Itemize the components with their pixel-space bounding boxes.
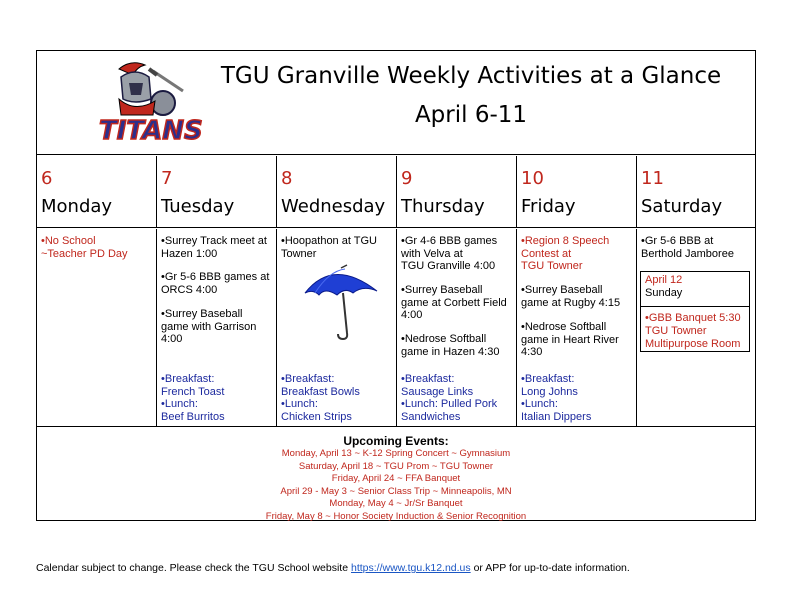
titans-logo xyxy=(79,59,219,151)
upcoming-event: Friday, April 24 ~ FFA Banquet xyxy=(331,473,461,485)
wednesday-activities xyxy=(277,229,397,426)
day-number: 10 xyxy=(521,168,544,189)
meal-menu: •Breakfast: Sausage Links •Lunch: Pulled Pork Sandwiches xyxy=(401,373,498,423)
footer-text: or APP for up-to-date information. xyxy=(470,562,630,574)
day-header-row xyxy=(37,156,755,228)
tuesday-activities xyxy=(157,229,277,426)
footer-note xyxy=(36,562,630,574)
date-range-title: April 6-11 xyxy=(414,102,528,128)
day-header-friday xyxy=(517,156,637,227)
page-title: TGU Granville Weekly Activities at a Glance xyxy=(220,63,722,89)
day-name: Saturday xyxy=(641,196,723,217)
event-item: •Gr 5-6 BBB at Berthold Jamboree xyxy=(641,235,734,260)
header xyxy=(37,51,755,155)
friday-activities xyxy=(517,229,637,426)
meal-menu: •Breakfast: Long Johns •Lunch: Italian Dippers xyxy=(521,373,592,423)
meal-menu: •Breakfast: French Toast •Lunch: Beef Burritos xyxy=(161,373,225,423)
day-name: Friday xyxy=(521,196,576,217)
no-school-note: •No School ~Teacher PD Day xyxy=(41,235,128,260)
day-name: Monday xyxy=(41,196,113,217)
thursday-activities xyxy=(397,229,517,426)
event-item: •Surrey Baseball game at Corbett Field 4:00 xyxy=(401,284,507,322)
calendar-sheet xyxy=(36,50,756,521)
event-item: •Region 8 Speech Contest at TGU Towner xyxy=(521,235,610,273)
day-number: 6 xyxy=(41,168,53,189)
day-number: 7 xyxy=(161,168,173,189)
upcoming-events-title: Upcoming Events: xyxy=(343,434,449,448)
umbrella-icon xyxy=(303,263,379,341)
day-name: Thursday xyxy=(401,196,485,217)
upcoming-events xyxy=(37,428,755,520)
day-header-thursday xyxy=(397,156,517,227)
event-item: •Gr 5-6 BBB games at ORCS 4:00 xyxy=(161,271,270,296)
saturday-activities xyxy=(637,229,755,426)
day-name: Tuesday xyxy=(161,196,235,217)
day-header-monday xyxy=(37,156,157,227)
event-item: •Nedrose Softball game in Heart River 4:30 xyxy=(521,321,619,359)
day-header-tuesday xyxy=(157,156,277,227)
event-item: •Surrey Baseball game with Garrison 4:00 xyxy=(161,308,257,346)
event-item: •Hoopathon at TGU Towner xyxy=(281,235,377,260)
footer-text: Calendar subject to change. Please check the TGU School website xyxy=(36,562,351,574)
upcoming-event: Monday, May 4 ~ Jr/Sr Banquet xyxy=(329,498,463,510)
day-number: 11 xyxy=(641,168,664,189)
svg-text:TITANS: TITANS xyxy=(99,116,203,146)
meal-menu: •Breakfast: Breakfast Bowls •Lunch: Chicken Strips xyxy=(281,373,360,423)
upcoming-event: April 29 - May 3 ~ Senior Class Trip ~ Minneapolis, MN xyxy=(280,485,512,497)
day-header-wednesday xyxy=(277,156,397,227)
day-header-saturday xyxy=(637,156,755,227)
banquet-box: •GBB Banquet 5:30 TGU Towner Multipurpose Room xyxy=(640,306,750,352)
day-number: 8 xyxy=(281,168,293,189)
school-website-link[interactable]: https://www.tgu.k12.nd.us xyxy=(351,562,471,574)
upcoming-event: Monday, April 13 ~ K-12 Spring Concert ~ Gymnasium xyxy=(281,448,511,459)
activities-row xyxy=(37,229,755,427)
sunday-date-box: April 12 Sunday xyxy=(640,271,750,307)
day-number: 9 xyxy=(401,168,413,189)
event-item: •Nedrose Softball game in Hazen 4:30 xyxy=(401,333,500,358)
upcoming-event: Friday, May 8 ~ Honor Society Induction & Senior Recognition xyxy=(265,510,527,522)
event-item: •Surrey Baseball game at Rugby 4:15 xyxy=(521,284,621,309)
day-name: Wednesday xyxy=(281,196,386,217)
monday-activities xyxy=(37,229,157,426)
event-item: •Gr 4-6 BBB games with Velva at TGU Granville 4:00 xyxy=(401,235,498,273)
upcoming-event: Saturday, April 18 ~ TGU Prom ~ TGU Towner xyxy=(298,460,494,472)
event-item: •Surrey Track meet at Hazen 1:00 xyxy=(161,235,267,260)
